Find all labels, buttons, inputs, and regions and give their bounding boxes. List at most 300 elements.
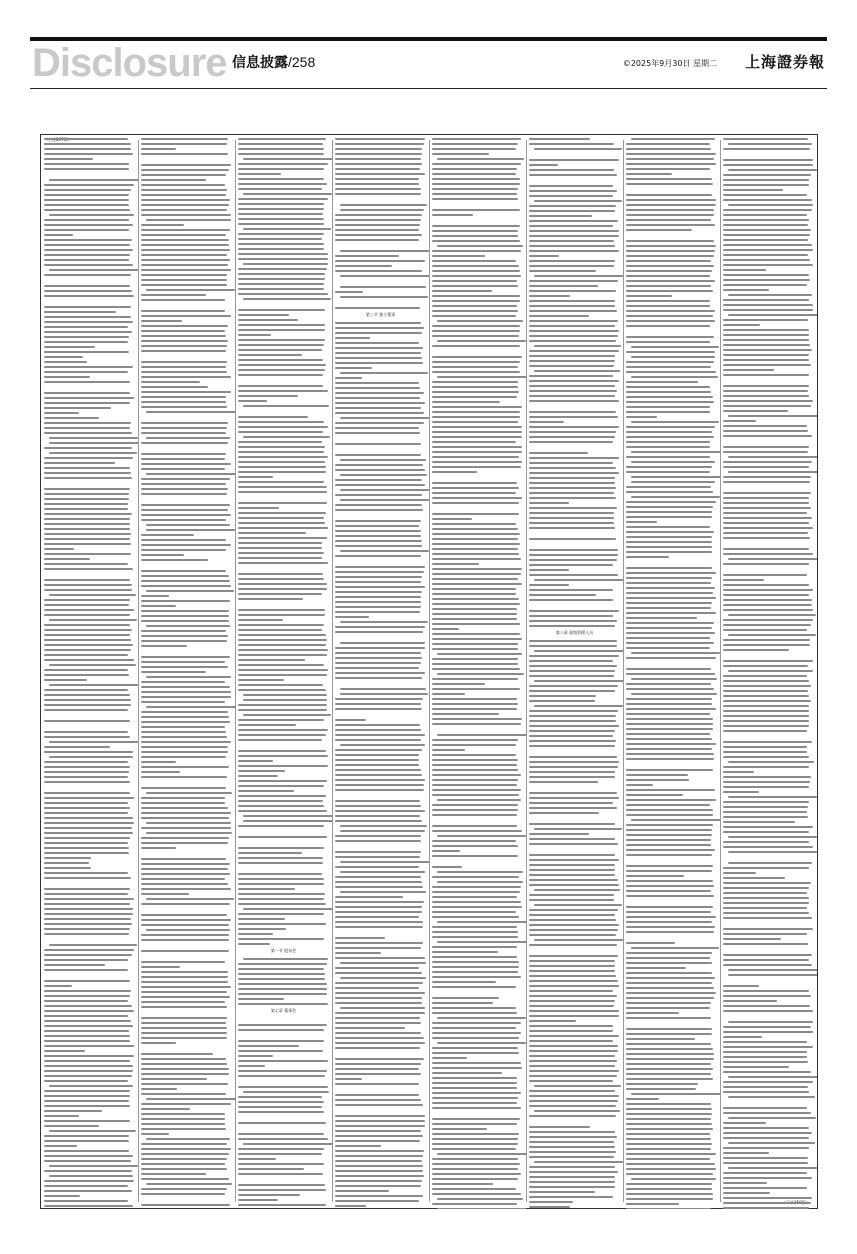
text-line <box>238 426 328 428</box>
text-line <box>335 1017 420 1019</box>
text-line <box>529 1070 619 1072</box>
text-line <box>44 913 133 915</box>
text-line <box>529 235 619 237</box>
text-line <box>432 1002 493 1004</box>
text-line <box>529 919 616 921</box>
text-line <box>529 452 588 454</box>
text-line <box>626 255 714 257</box>
text-line <box>529 467 616 469</box>
text-line <box>44 432 132 434</box>
text-line <box>432 809 518 811</box>
text-line <box>529 1035 619 1037</box>
text-line <box>626 738 712 740</box>
text-line <box>723 715 809 717</box>
text-line <box>529 879 618 881</box>
text-line <box>723 1056 807 1058</box>
text-line <box>335 698 423 700</box>
text-line <box>243 1143 332 1145</box>
text-line <box>335 982 423 984</box>
text-line <box>529 482 615 484</box>
text-line <box>626 1078 713 1080</box>
text-line <box>432 931 518 933</box>
text-line <box>238 644 326 646</box>
text-line <box>723 502 809 504</box>
text-line <box>529 220 618 222</box>
text-line <box>340 825 426 827</box>
text-line <box>529 205 616 207</box>
text-line <box>44 321 133 323</box>
text-line <box>529 1090 615 1092</box>
text-line <box>723 400 813 402</box>
text-line <box>44 371 128 373</box>
text-line <box>335 402 425 404</box>
text-line <box>141 1128 226 1130</box>
text-line <box>626 178 712 180</box>
text-line <box>141 340 228 342</box>
text-line <box>238 1045 299 1047</box>
text-line <box>44 199 129 201</box>
text-line <box>723 1177 812 1179</box>
text-line <box>432 981 496 983</box>
text-line <box>335 840 421 842</box>
text-line <box>529 1045 618 1047</box>
text-line <box>723 461 812 463</box>
text-line <box>238 729 328 731</box>
text-line <box>723 264 813 266</box>
text-line <box>141 143 227 145</box>
text-line <box>529 195 613 197</box>
text-line <box>238 938 324 940</box>
text-line <box>340 489 428 491</box>
text-line <box>723 1066 789 1068</box>
text-line <box>432 769 518 771</box>
text-line <box>141 442 228 444</box>
text-line <box>141 873 230 875</box>
text-line <box>243 958 328 960</box>
text-line <box>44 969 128 971</box>
text-line <box>529 280 618 282</box>
text-line <box>141 549 226 551</box>
text-line <box>432 638 522 640</box>
text-line <box>238 547 322 549</box>
text-line <box>626 431 712 433</box>
text-column <box>720 134 817 1209</box>
text-line <box>529 335 618 337</box>
text-line <box>529 1131 615 1133</box>
text-line <box>238 339 325 341</box>
text-line <box>529 660 613 662</box>
text-line <box>44 563 128 565</box>
text-line <box>44 674 129 676</box>
text-line <box>44 407 111 409</box>
text-line <box>335 327 424 329</box>
text-line <box>44 761 128 763</box>
text-line <box>529 360 615 362</box>
text-line <box>626 587 715 589</box>
text-line <box>529 285 598 287</box>
text-line <box>723 364 811 366</box>
text-line <box>141 1037 227 1039</box>
text-line <box>723 339 809 341</box>
text-line <box>626 436 714 438</box>
text-line <box>432 361 520 363</box>
text-line <box>437 1208 526 1209</box>
text-line <box>432 240 520 242</box>
text-line <box>437 653 522 655</box>
text-line <box>728 761 814 763</box>
text-line <box>529 554 618 556</box>
text-line <box>529 340 616 342</box>
text-line <box>728 796 816 798</box>
text-line <box>238 903 326 905</box>
text-line <box>335 422 424 424</box>
text-line <box>432 663 518 665</box>
text-line <box>432 401 500 403</box>
text-line <box>626 1208 711 1209</box>
text-line <box>432 1188 516 1190</box>
text-line <box>631 461 715 463</box>
text-line <box>335 407 421 409</box>
text-line <box>238 760 273 762</box>
text-line <box>44 654 128 656</box>
text-line <box>238 364 326 366</box>
text-line <box>432 608 517 610</box>
text-line <box>238 309 325 311</box>
text-line <box>432 466 521 468</box>
text-line <box>238 334 271 336</box>
text-line <box>626 987 714 989</box>
section-heading: 第三节 独立董事 <box>365 312 396 317</box>
text-line <box>238 913 324 915</box>
text-line <box>631 947 718 949</box>
text-line <box>529 416 618 418</box>
text-line <box>432 153 489 155</box>
text-line <box>432 497 522 499</box>
text-line <box>723 209 812 211</box>
text-line <box>335 1047 420 1049</box>
text-line <box>432 310 518 312</box>
text-line <box>432 633 520 635</box>
text-line <box>723 219 809 221</box>
text-line <box>141 868 228 870</box>
text-line <box>723 816 808 818</box>
text-line <box>335 163 422 165</box>
text-line <box>631 346 718 348</box>
text-line <box>529 1126 590 1128</box>
text-line <box>44 751 133 753</box>
text-line <box>626 506 713 508</box>
text-line <box>44 807 130 809</box>
text-line <box>238 461 325 463</box>
text-line <box>529 569 569 571</box>
text-line <box>723 1061 808 1063</box>
text-line <box>44 568 133 570</box>
text-line <box>49 452 136 454</box>
text-line <box>529 1156 614 1158</box>
text-line <box>44 163 129 165</box>
text-line <box>626 849 715 851</box>
text-line <box>529 1141 614 1143</box>
text-line <box>626 531 714 533</box>
text-line <box>335 774 422 776</box>
text-line <box>723 897 809 899</box>
text-line <box>529 735 613 737</box>
text-line <box>44 467 130 469</box>
text-line <box>335 906 422 908</box>
text-line <box>432 946 517 948</box>
text-line <box>631 138 715 140</box>
text-line <box>340 1007 425 1009</box>
text-line <box>146 473 235 475</box>
text-line <box>238 441 322 443</box>
text-line <box>432 1203 517 1205</box>
text-line <box>626 285 711 287</box>
text-line <box>141 645 187 647</box>
text-line <box>626 1002 711 1004</box>
text-line <box>44 817 133 819</box>
text-line <box>626 809 713 811</box>
text-line <box>723 695 809 697</box>
text-line <box>432 1057 467 1059</box>
text-line <box>141 615 229 617</box>
text-line <box>432 1143 518 1145</box>
text-line <box>141 966 180 968</box>
text-line <box>335 805 421 807</box>
text-line <box>529 640 617 642</box>
text-line <box>432 1133 519 1135</box>
text-line <box>723 1207 809 1209</box>
text-line <box>626 1068 713 1070</box>
text-line <box>626 214 714 216</box>
text-line <box>626 789 715 791</box>
text-line <box>44 1005 132 1007</box>
text-line <box>626 245 716 247</box>
text-line <box>529 843 618 845</box>
text-line <box>44 244 130 246</box>
text-line <box>44 1120 130 1122</box>
text-line <box>529 909 618 911</box>
text-line <box>141 666 228 668</box>
text-line <box>626 804 710 806</box>
text-line <box>238 689 326 691</box>
text-line <box>44 219 129 221</box>
text-line <box>723 224 808 226</box>
text-line <box>728 169 816 171</box>
text-line <box>238 918 285 920</box>
text-line <box>432 225 520 227</box>
text-line <box>44 397 134 399</box>
text-line <box>723 1086 808 1088</box>
text-line <box>44 361 87 363</box>
text-line <box>723 766 809 768</box>
text-line <box>529 477 615 479</box>
text-line <box>529 1020 576 1022</box>
text-line <box>626 1108 712 1110</box>
text-line <box>626 1138 711 1140</box>
text-line <box>335 1170 423 1172</box>
text-line <box>335 779 425 781</box>
text-line <box>335 530 421 532</box>
text-line <box>432 553 519 555</box>
text-line <box>335 789 424 791</box>
text-line <box>243 908 332 910</box>
text-line <box>44 959 128 961</box>
text-line <box>238 583 327 585</box>
text-line <box>141 971 228 973</box>
text-line <box>529 625 615 627</box>
text-line <box>238 857 323 859</box>
text-line <box>335 672 425 674</box>
text-line <box>335 1058 424 1060</box>
text-line <box>238 1133 324 1135</box>
text-line <box>335 1032 421 1034</box>
text-line <box>44 1065 133 1067</box>
text-line <box>626 1083 698 1085</box>
text-line <box>626 265 714 267</box>
text-line <box>529 1015 619 1017</box>
text-line <box>44 508 128 510</box>
text-line <box>432 628 459 630</box>
text-line <box>626 637 710 639</box>
text-line <box>432 441 516 443</box>
text-line <box>335 224 420 226</box>
text-line <box>340 459 426 461</box>
text-line <box>529 169 614 171</box>
text-line <box>529 695 596 697</box>
text-line <box>44 1040 130 1042</box>
text-line <box>626 957 710 959</box>
text-line <box>723 1000 777 1002</box>
text-line <box>44 1090 130 1092</box>
text-line <box>335 1185 421 1187</box>
text-line <box>44 694 130 696</box>
text-line <box>529 965 615 967</box>
text-line <box>238 314 289 316</box>
text-line <box>44 417 99 419</box>
text-line <box>723 928 813 930</box>
text-line <box>335 1002 422 1004</box>
text-line <box>335 1120 425 1122</box>
text-line <box>432 784 517 786</box>
text-line <box>44 903 130 905</box>
text-line <box>238 198 328 200</box>
text-line <box>723 239 808 241</box>
text-line <box>44 720 130 722</box>
text-line <box>529 802 613 804</box>
text-line <box>141 585 231 587</box>
text-line <box>529 929 618 931</box>
text-line <box>626 799 716 801</box>
masthead <box>30 43 827 83</box>
text-line <box>44 341 128 343</box>
text-line <box>529 833 589 835</box>
section-title <box>232 52 315 72</box>
text-line <box>626 401 714 403</box>
text-line <box>238 634 326 636</box>
text-line <box>44 842 128 844</box>
text-line <box>238 734 326 736</box>
text-line <box>631 356 715 358</box>
text-line <box>141 961 225 963</box>
text-line <box>238 1189 326 1191</box>
text-line <box>335 947 421 949</box>
text-line <box>626 204 716 206</box>
text-line <box>44 1075 132 1077</box>
text-line <box>534 148 621 150</box>
text-line <box>723 1202 811 1204</box>
text-line <box>146 1138 230 1140</box>
text-line <box>238 1003 328 1005</box>
text-line <box>44 923 132 925</box>
text-line <box>626 366 711 368</box>
text-line <box>529 781 598 783</box>
text-line <box>141 1063 227 1065</box>
text-line <box>534 1161 622 1163</box>
text-line <box>141 488 228 490</box>
text-line <box>44 1190 132 1192</box>
text-line <box>432 718 522 720</box>
text-line <box>335 153 422 155</box>
text-line <box>626 1088 696 1090</box>
text-line <box>44 138 128 140</box>
text-line <box>335 911 422 913</box>
text-line <box>141 514 231 516</box>
text-line <box>723 329 809 331</box>
text-line <box>141 284 227 286</box>
text-line <box>626 1028 712 1030</box>
text-line <box>626 556 669 558</box>
text-line <box>335 1027 405 1029</box>
text-line <box>728 851 816 853</box>
text-line <box>529 955 618 957</box>
text-line <box>238 968 324 970</box>
text-line <box>335 397 420 399</box>
text-line <box>432 986 516 988</box>
text-line <box>626 592 713 594</box>
text-line <box>723 746 807 748</box>
text-line <box>141 605 176 607</box>
text-line <box>44 609 134 611</box>
text-line <box>723 497 809 499</box>
text-line <box>238 512 326 514</box>
text-line <box>529 270 596 272</box>
text-line <box>432 285 518 287</box>
text-line <box>44 812 128 814</box>
text-line <box>44 679 87 681</box>
text-line <box>728 456 817 458</box>
text-line <box>529 255 559 257</box>
text-line <box>728 294 812 296</box>
text-line <box>238 1096 322 1098</box>
text-line <box>723 1046 813 1048</box>
text-line <box>432 583 522 585</box>
text-line <box>723 990 809 992</box>
text-line <box>335 942 423 944</box>
text-line <box>238 324 325 326</box>
text-line <box>631 451 720 453</box>
text-line <box>626 972 712 974</box>
text-line <box>238 770 285 772</box>
text-line <box>529 502 569 504</box>
text-line <box>141 1123 225 1125</box>
text-line <box>626 572 716 574</box>
text-line <box>335 260 425 262</box>
text-line <box>335 937 385 939</box>
text-line <box>238 755 328 757</box>
text-line <box>529 756 617 758</box>
text-line <box>44 771 129 773</box>
text-line <box>723 609 813 611</box>
